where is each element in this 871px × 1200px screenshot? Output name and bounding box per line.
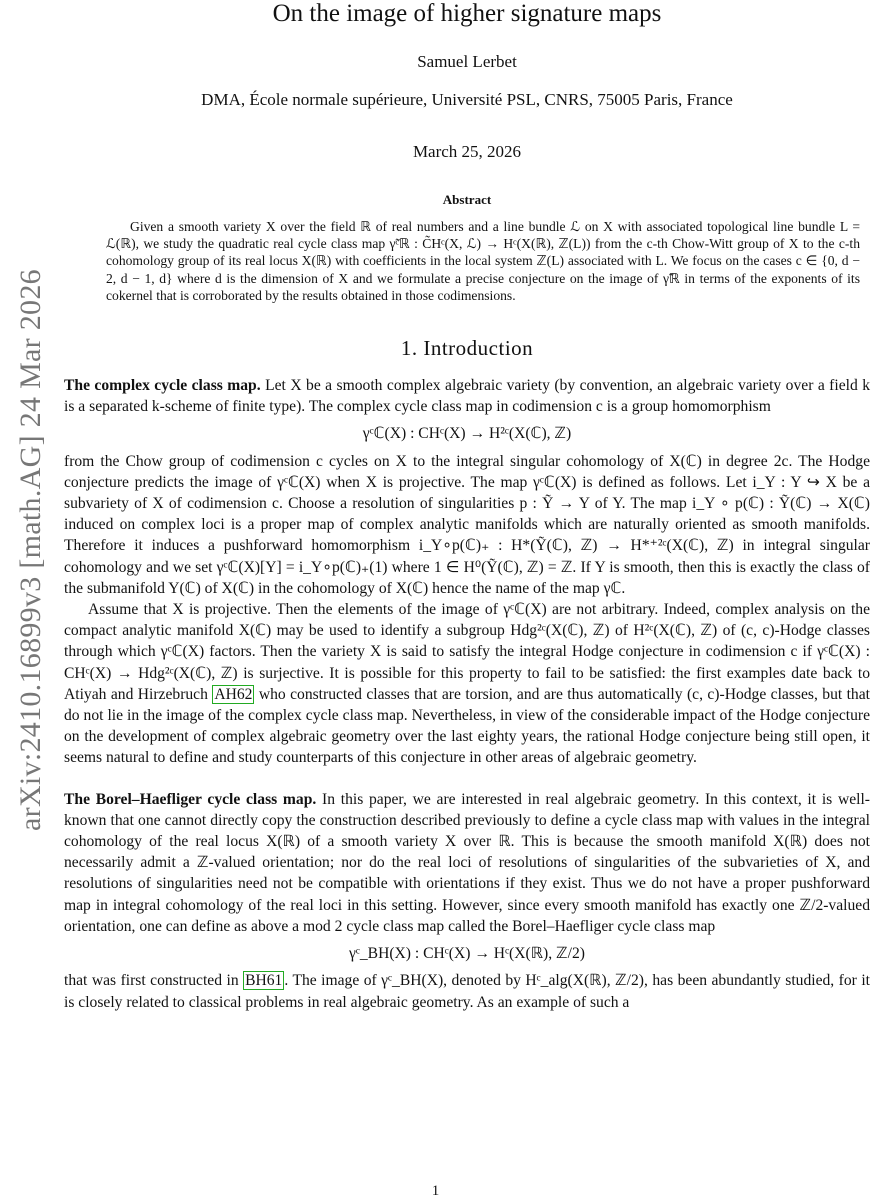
paragraph-text: who constructed classes that are torsion, and are thus automatically (c, c)-Hodge classes, but that do not lie in the image of the complex cycle class map. Nevertheless, in view of the considerable impact of the Hodge conjecture on the development of complex algebraic geometry over the last eighty years, the rational Hodge conjecture being still open, it seems natural to define and study counterparts of this conjecture in other areas of algebraic geometry. xyxy=(64,685,870,767)
paper-title: On the image of higher signature maps xyxy=(272,0,662,27)
abstract xyxy=(106,218,860,304)
abstract-heading: Abstract xyxy=(442,192,492,207)
page-number: 1 xyxy=(431,1183,440,1199)
citation-link[interactable]: AH62 xyxy=(214,685,253,703)
arxiv-identifier: arXiv:2410.16899v3 [math.AG] 24 Mar 2026 xyxy=(14,269,48,831)
paper-page xyxy=(64,0,870,1013)
paragraph-text: Assume that X is projective. Then the elements of the image of γᶜℂ(X) are not arbitrary. Indeed, complex analysis on the compact analytic manifold X(ℂ) may be used to identify a subgroup Hdg²ᶜ(X(ℂ), ℤ) of H²ᶜ(X(ℂ), ℤ) of (c, c)-Hodge classes through which γᶜℂ(X) factors. Then the variety X is said to satisfy the integral Hodge conjecture in codimension c if γᶜℂ(X) : CHᶜ(X) → Hdg²ᶜ(X(ℂ), ℤ) is surjective. It is possible for this property to fail to be satisfied: the first examples date back to Atiyah and Hirzebruch xyxy=(64,601,870,703)
abstract-text: Given a smooth variety X over the field ℝ of real numbers and a line bundle ℒ on X with associated topological line bundle L = ℒ(ℝ), we study the quadratic real cycle class map γ̃ᶜℝ : C̃Hᶜ(X, ℒ) → Hᶜ(X(ℝ), ℤ(L)) from the c-th Chow-Witt group of X to the c-th cohomology group of its real locus X(ℝ) with coefficients in the local system ℤ(L) associated with L. We focus on the cases c ∈ {0, d − 2, d − 1, d} where d is the dimension of X and we formulate a precise conjecture on the image of γ̃ℝ in terms of the exponents of its cokernel that is corroborated by the results obtained in those codimensions. xyxy=(106,219,860,303)
paragraph-text: . The image of γᶜ_BH(X), denoted by Hᶜ_alg(X(ℝ), ℤ/2), has been abundantly studied, for it is closely related to classical problems in real algebraic geometry. As an example of such a xyxy=(64,972,870,1011)
paragraph-heading: The Borel–Haefliger cycle class map. xyxy=(64,790,317,808)
author-name: Samuel Lerbet xyxy=(417,52,517,71)
equation: γᶜ_BH(X) : CHᶜ(X) → Hᶜ(X(ℝ), ℤ/2) xyxy=(349,945,585,963)
affiliation: DMA, École normale supérieure, Université PSL, CNRS, 75005 Paris, France xyxy=(201,90,733,109)
equation: γᶜℂ(X) : CHᶜ(X) → H²ᶜ(X(ℂ), ℤ) xyxy=(362,425,572,443)
arxiv-side-stamp xyxy=(8,230,54,870)
citation-link[interactable]: BH61 xyxy=(245,972,283,990)
paragraph-heading: The complex cycle class map. xyxy=(64,377,261,395)
paper-date: March 25, 2026 xyxy=(412,142,522,161)
paragraph xyxy=(64,970,870,1012)
paragraph xyxy=(64,789,870,937)
paragraph-text: that was first constructed in xyxy=(64,972,244,990)
body-text xyxy=(64,375,870,1013)
paragraph xyxy=(64,375,870,417)
section-heading: 1. Introduction xyxy=(400,336,534,361)
paragraph-text: In this paper, we are interested in real algebraic geometry. In this context, it is well-known that one cannot directly copy the construction described previously to define a cycle class map with values in the integral cohomology of the real locus X(ℝ) of a smooth variety X over ℝ. This is because the smooth manifold X(ℝ) does not necessarily admit a ℤ-valued orientation; nor do the real loci of resolutions of singularities of the subvarieties of X, and resolutions of singularities need not be compatible with orientations if they exist. Thus we do not have a proper pushforward map in integral cohomology of the real loci in this setting. However, since every smooth manifold has exactly one ℤ/2-valued orientation, one can define as above a mod 2 cycle class map called the Borel–Haefliger cycle class map xyxy=(64,790,870,935)
paragraph-text: Let X be a smooth complex algebraic variety (by convention, an algebraic variety over a field k is a separated k-scheme of finite type). The complex cycle class map in codimension c is a group homomorphism xyxy=(64,377,870,416)
paragraph: from the Chow group of codimension c cycles on X to the integral singular cohomology of X(ℂ) in degree 2c. The Hodge conjecture predicts the image of γᶜℂ(X) when X is projective. The map γᶜℂ(X) is defined as follows. Let i_Y : Y ↪ X be a subvariety of X of codimension c. Choose a resolution of singularities p : Ỹ → Y of Y. The map i_Y ∘ p(ℂ) : Ỹ(ℂ) → X(ℂ) induced on complex loci is a proper map of complex analytic manifolds which are naturally oriented as smooth manifolds. Therefore it induces a pushforward homomorphism i_Y∘p(ℂ)₊ : H*(Ỹ(ℂ), ℤ) → H*⁺²ᶜ(X(ℂ), ℤ) in integral singular cohomology and we set γᶜℂ(X)[Y] = i_Y∘p(ℂ)₊(1) where 1 ∈ H⁰(Ỹ(ℂ), ℤ) = ℤ. If Y is smooth, then this is exactly the class of the submanifold Y(ℂ) of X(ℂ) in the cohomology of X(ℂ) hence the name of the map γℂ. xyxy=(64,452,870,597)
paragraph xyxy=(64,599,870,769)
